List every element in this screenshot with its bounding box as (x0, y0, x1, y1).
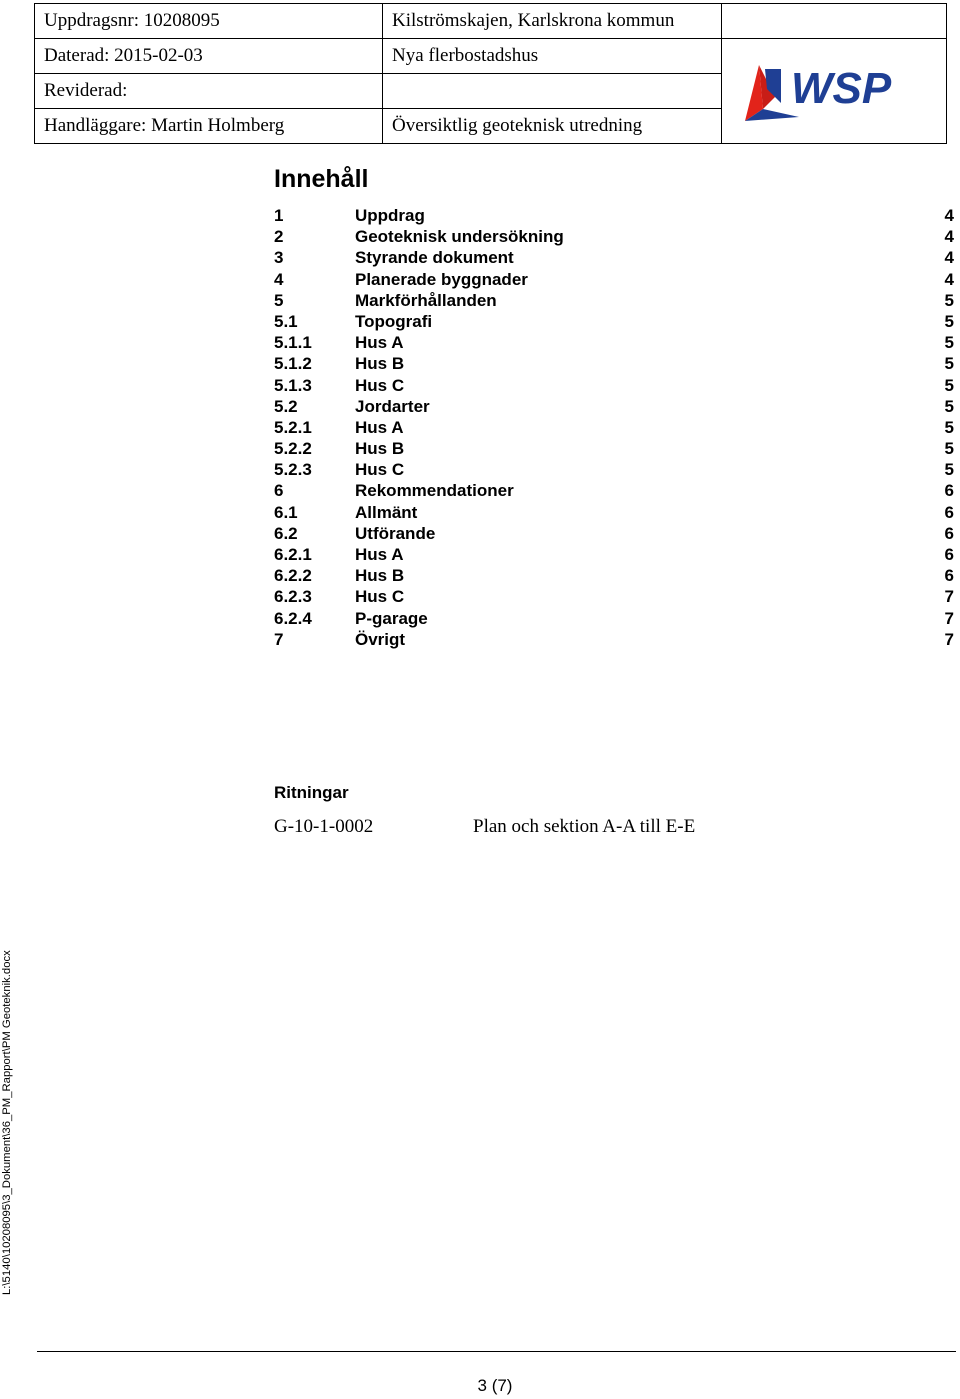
toc-entry-number: 5.2.1 (274, 417, 312, 437)
toc-entry-title: Rekommendationer (355, 481, 514, 501)
toc-entry-title: Allmänt (355, 502, 418, 522)
toc-entry-number: 6.2.4 (274, 608, 312, 628)
toc-entry-page: 5 (944, 375, 954, 395)
header-empty-cell-2 (383, 74, 722, 109)
drawing-row (274, 816, 696, 838)
toc-entry[interactable] (274, 226, 956, 247)
toc-entry-page: 6 (944, 481, 954, 501)
toc-entry-number: 7 (274, 629, 284, 649)
assignment-number: Uppdragsnr: 10208095 (35, 4, 383, 39)
header-table (34, 3, 947, 144)
toc-entry[interactable] (274, 375, 956, 396)
handler: Handläggare: Martin Holmberg (35, 109, 383, 144)
toc-entry-page: 5 (944, 290, 954, 310)
toc-entry-title: Topografi (355, 311, 433, 331)
toc-entry-title: Planerade byggnader (355, 269, 528, 289)
toc-entry-page: 6 (944, 566, 954, 586)
toc-entry-title: Utförande (355, 523, 436, 543)
toc-entry-title: Hus A (355, 333, 404, 353)
toc-entry-page: 6 (944, 545, 954, 564)
toc-entry-number: 5 (274, 290, 284, 310)
table-of-contents (274, 205, 956, 650)
toc-entry-title: Övrigt (355, 629, 406, 649)
toc-entry-page: 5 (944, 311, 954, 331)
toc-entry-page: 4 (944, 227, 954, 247)
toc-entry-number: 5.2 (274, 396, 298, 416)
toc-entry[interactable] (274, 629, 956, 650)
logo-text: WSP (791, 64, 892, 113)
toc-entry-title: Jordarter (355, 396, 430, 416)
date: Daterad: 2015-02-03 (35, 39, 383, 74)
toc-entry[interactable] (274, 480, 956, 501)
toc-entry[interactable] (274, 586, 956, 607)
toc-entry-number: 4 (274, 269, 284, 289)
toc-entry[interactable] (274, 438, 956, 459)
toc-entry-number: 5.1 (274, 311, 298, 331)
toc-entry-page: 5 (944, 354, 954, 374)
toc-entry-page: 4 (944, 206, 954, 225)
file-path: L:\5140\10208095\3_Dokument\36_PM_Rapport\PM Geoteknik.docx (1, 950, 13, 1295)
toc-entry-number: 6.2.2 (274, 566, 312, 586)
toc-entry[interactable] (274, 311, 956, 332)
toc-entry[interactable] (274, 459, 956, 480)
toc-entry-number: 3 (274, 248, 284, 268)
toc-entry-number: 6 (274, 481, 284, 501)
toc-entry-number: 6.1 (274, 502, 298, 522)
document-type: Översiktlig geoteknisk utredning (383, 109, 722, 144)
toc-entry-page: 6 (944, 523, 954, 543)
toc-entry[interactable] (274, 269, 956, 290)
toc-entry-number: 5.1.1 (274, 333, 312, 353)
toc-entry-title: Hus C (355, 587, 405, 607)
toc-entry-title: Hus B (355, 566, 405, 586)
toc-entry-title: Hus C (355, 375, 405, 395)
toc-entry-page: 6 (944, 502, 954, 522)
logo-cell (722, 39, 947, 144)
project-name: Nya flerbostadshus (383, 39, 722, 74)
toc-entry[interactable] (274, 205, 956, 226)
toc-entry[interactable] (274, 290, 956, 311)
toc-entry-title: Styrande dokument (355, 248, 514, 268)
toc-entry-page: 4 (944, 269, 954, 289)
toc-entry[interactable] (274, 396, 956, 417)
toc-entry-title: Markförhållanden (355, 290, 497, 310)
toc-entry[interactable] (274, 247, 956, 268)
toc-entry-number: 5.2.2 (274, 439, 312, 459)
drawing-description: Plan och sektion A-A till E-E (473, 816, 696, 837)
drawings-title: Ritningar (274, 783, 349, 802)
toc-entry-page: 7 (944, 587, 954, 607)
toc-entry-number: 1 (274, 206, 284, 225)
toc-entry[interactable] (274, 332, 956, 353)
toc-entry-number: 6.2.3 (274, 587, 312, 607)
wsp-logo (741, 59, 927, 125)
toc-entry-page: 5 (944, 417, 954, 437)
toc-entry[interactable] (274, 523, 956, 544)
toc-entry-title: Hus A (355, 417, 404, 437)
drawing-id: G-10-1-0002 (274, 816, 374, 837)
toc-entry-page: 5 (944, 333, 954, 353)
revised: Reviderad: (35, 74, 383, 109)
toc-entry-page: 5 (944, 460, 954, 480)
toc-entry-number: 5.1.2 (274, 354, 312, 374)
toc-entry-title: P-garage (355, 608, 428, 628)
toc-entry-page: 7 (944, 629, 954, 649)
toc-entry-title: Hus C (355, 460, 405, 480)
footer-divider (37, 1351, 956, 1352)
location: Kilströmskajen, Karlskrona kommun (383, 4, 722, 39)
toc-entry-number: 5.2.3 (274, 460, 312, 480)
toc-entry-title: Geoteknisk undersökning (355, 227, 564, 247)
toc-entry-page: 5 (944, 439, 954, 459)
toc-entry-title: Hus B (355, 354, 405, 374)
toc-entry-title: Hus A (355, 545, 404, 564)
toc-entry-number: 5.1.3 (274, 375, 312, 395)
toc-entry-page: 7 (944, 608, 954, 628)
toc-entry-number: 6.2 (274, 523, 298, 543)
toc-entry[interactable] (274, 502, 956, 523)
toc-entry[interactable] (274, 608, 956, 629)
toc-entry[interactable] (274, 565, 956, 586)
toc-entry[interactable] (274, 544, 956, 565)
toc-entry-page: 5 (944, 396, 954, 416)
toc-entry[interactable] (274, 417, 956, 438)
toc-title: Innehåll (274, 165, 369, 193)
toc-entry-number: 6.2.1 (274, 545, 312, 564)
toc-entry-page: 4 (944, 248, 954, 268)
header-empty-cell (722, 4, 947, 39)
toc-entry-title: Uppdrag (355, 206, 425, 225)
toc-entry-title: Hus B (355, 439, 405, 459)
toc-entry[interactable] (274, 353, 956, 374)
toc-entry-number: 2 (274, 227, 284, 247)
page-number: 3 (7) (477, 1376, 513, 1395)
